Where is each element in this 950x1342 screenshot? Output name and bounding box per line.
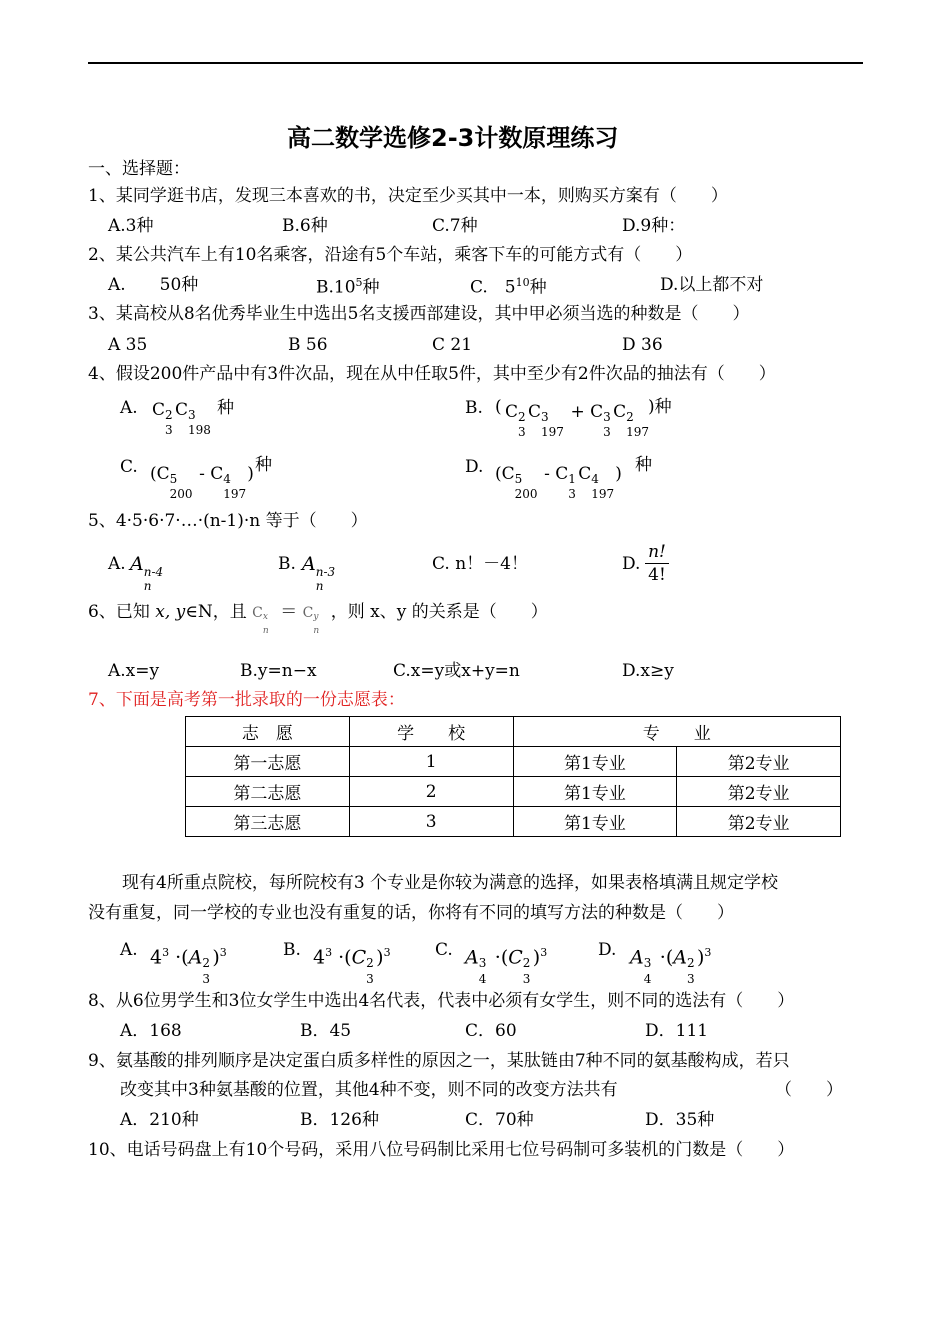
q4-option-a-label: A. (120, 398, 138, 418)
q4-option-d-formula: (C 5 200 - C 1 3 C 4 197 ) (495, 464, 622, 501)
q5-option-a-label: A. (108, 554, 126, 574)
table-cell: 第二志愿 (186, 777, 350, 807)
q3-option-b: B 56 (288, 335, 328, 355)
q6-option-d: D.x≥y (622, 661, 674, 681)
table-cell: 第2专业 (677, 807, 841, 837)
q7-option-d-label: D. (598, 940, 617, 960)
q8-option-a: A．168 (120, 1021, 182, 1041)
q4-option-c-label: C. (120, 457, 138, 477)
q1-option-a: A.3种 (108, 216, 154, 236)
q3-option-a: A 35 (108, 335, 148, 355)
table-row (186, 747, 841, 777)
table-cell: 第1专业 (513, 777, 677, 807)
q5-stem: 5、4·5·6·7·…·(n-1)·n 等于（ ） (88, 511, 368, 531)
q5-option-a-formula: A n-4 n (130, 553, 164, 593)
table-cell: 第一志愿 (186, 747, 350, 777)
q1-stem: 1、某同学逛书店，发现三本喜欢的书，决定至少买其中一本，则购买方案有（ ） (88, 186, 728, 206)
q6-option-b: B.y=n−x (240, 661, 317, 681)
q8-stem: 8、从6位男学生和3位女学生中选出4名代表，代表中必须有女学生，则不同的选法有（ ） (88, 991, 795, 1011)
q3-stem: 3、某高校从8名优秀毕业生中选出5名支援西部建设，其中甲必须当选的种数是（ ） (88, 304, 750, 324)
q5-option-d-label: D. (622, 554, 641, 574)
q4-option-a-formula: C 2 3 C 3 198 (152, 400, 211, 437)
q7-description-line1: 现有4所重点院校，每所院校有3 个专业是你较为满意的选择，如果表格填满且规定学校 (122, 873, 779, 893)
q4-stem: 4、假设200件产品中有3件次品，现在从中任取5件，其中至少有2件次品的抽法有（ ） (88, 364, 776, 384)
q7-option-b-label: B. (283, 940, 301, 960)
q9-stem-line1: 9、氨基酸的排列顺序是决定蛋白质多样性的原因之一，某肽链由7种不同的氨基酸构成，若只 (88, 1051, 790, 1071)
q7-option-b-formula: $4^3 \cdot(C$ 2 3 )$^3$ (313, 946, 391, 987)
section-heading: 一、选择题： (88, 159, 190, 179)
q4-option-d-label: D. (465, 457, 484, 477)
q1-option-d: D.9种： (622, 216, 686, 236)
q7-description-line2: 没有重复，同一学校的专业也没有重复的话，你将有不同的填写方法的种数是（ ） (88, 903, 734, 923)
q2-option-a: A. 50种 (108, 275, 199, 295)
q5-option-d-formula: n! 4! (645, 544, 669, 584)
table-header-row (186, 717, 841, 747)
q9-option-a: A．210种 (120, 1110, 199, 1130)
table-cell: 2 (349, 777, 513, 807)
table-cell: 1 (349, 747, 513, 777)
table-row (186, 777, 841, 807)
q5-option-b-formula: A n-3 n (302, 553, 336, 593)
q6-option-c: C.x=y或x+y=n (393, 661, 520, 681)
q8-option-c: C．60 (465, 1021, 517, 1041)
q4-option-b-close: )种 (648, 397, 672, 417)
q1-option-c: C.7种 (432, 216, 478, 236)
q2-stem: 2、某公共汽车上有10名乘客，沿途有5个车站，乘客下车的可能方式有（ ） (88, 245, 693, 265)
q2-option-b: $B.10^5$种 (316, 276, 380, 298)
table-header-cell: 专 业 (513, 717, 840, 747)
q4-option-a-unit: 种 (217, 398, 234, 418)
q10-stem: 10、电话号码盘上有10个号码，采用八位号码制比采用七位号码制可多装机的门数是（ ） (88, 1140, 795, 1160)
table-cell: 第1专业 (513, 747, 677, 777)
q4-option-d-unit: 种 (635, 455, 652, 475)
q4-option-c-formula: (C 5 200 - C 4 197 ) (150, 464, 254, 501)
q3-option-c: C 21 (432, 335, 473, 355)
q9-option-b: B．126种 (300, 1110, 379, 1130)
q6-stem: 6、已知 x, y∈N，且 C x n ＝ C y n ，则 x、y 的关系是（ ） (88, 602, 548, 636)
table-header-cell: 志 愿 (186, 717, 350, 747)
q4-option-b-label: B. (465, 398, 483, 418)
q8-option-d: D．111 (645, 1021, 709, 1041)
table-header-cell: 学 校 (349, 717, 513, 747)
q4-option-b-open: ( (495, 397, 502, 417)
table-row (186, 807, 841, 837)
q7-option-a-label: A. (120, 940, 138, 960)
q3-option-d: D 36 (622, 335, 663, 355)
q5-option-c: C. n！－4！ (432, 554, 528, 574)
q7-option-c-formula: A 3 4 ·(C 2 3 )$^3$ (465, 946, 548, 987)
table-cell: 第2专业 (677, 747, 841, 777)
q6-option-a: A.x=y (108, 661, 160, 681)
table-cell: 3 (349, 807, 513, 837)
q9-option-c: C．70种 (465, 1110, 534, 1130)
q9-option-d: D．35种 (645, 1110, 715, 1130)
table-cell: 第1专业 (513, 807, 677, 837)
q2-option-d: D.以上都不对 (660, 275, 764, 295)
table-cell: 第2专业 (677, 777, 841, 807)
q5-option-b-label: B. (278, 554, 296, 574)
q2-option-c: C. $5^{10}$种 (470, 276, 547, 298)
page-title: 高二数学选修2-3计数原理练习 (287, 124, 619, 152)
q9-stem-line2: 改变其中3种氨基酸的位置，其他4种不变，则不同的改变方法共有 (120, 1080, 618, 1100)
table-cell: 第三志愿 (186, 807, 350, 837)
q7-option-d-formula: A 3 4 ·(A 2 3 )$^3$ (630, 946, 712, 987)
q7-option-c-label: C. (435, 940, 453, 960)
volunteer-table (185, 716, 841, 837)
q9-answer-paren: （ ） (775, 1080, 843, 1100)
q1-option-b: B.6种 (282, 216, 328, 236)
q4-option-c-unit: 种 (255, 455, 272, 475)
q7-stem: 7、下面是高考第一批录取的一份志愿表： (88, 690, 405, 710)
q4-option-b-formula: C 2 3 C 3 197 + C 3 3 C 2 197 (505, 402, 650, 439)
q8-option-b: B．45 (300, 1021, 352, 1041)
q7-option-a-formula: $4^3 \cdot(A$ 2 3 )$^3$ (150, 946, 227, 987)
top-rule (88, 62, 863, 64)
